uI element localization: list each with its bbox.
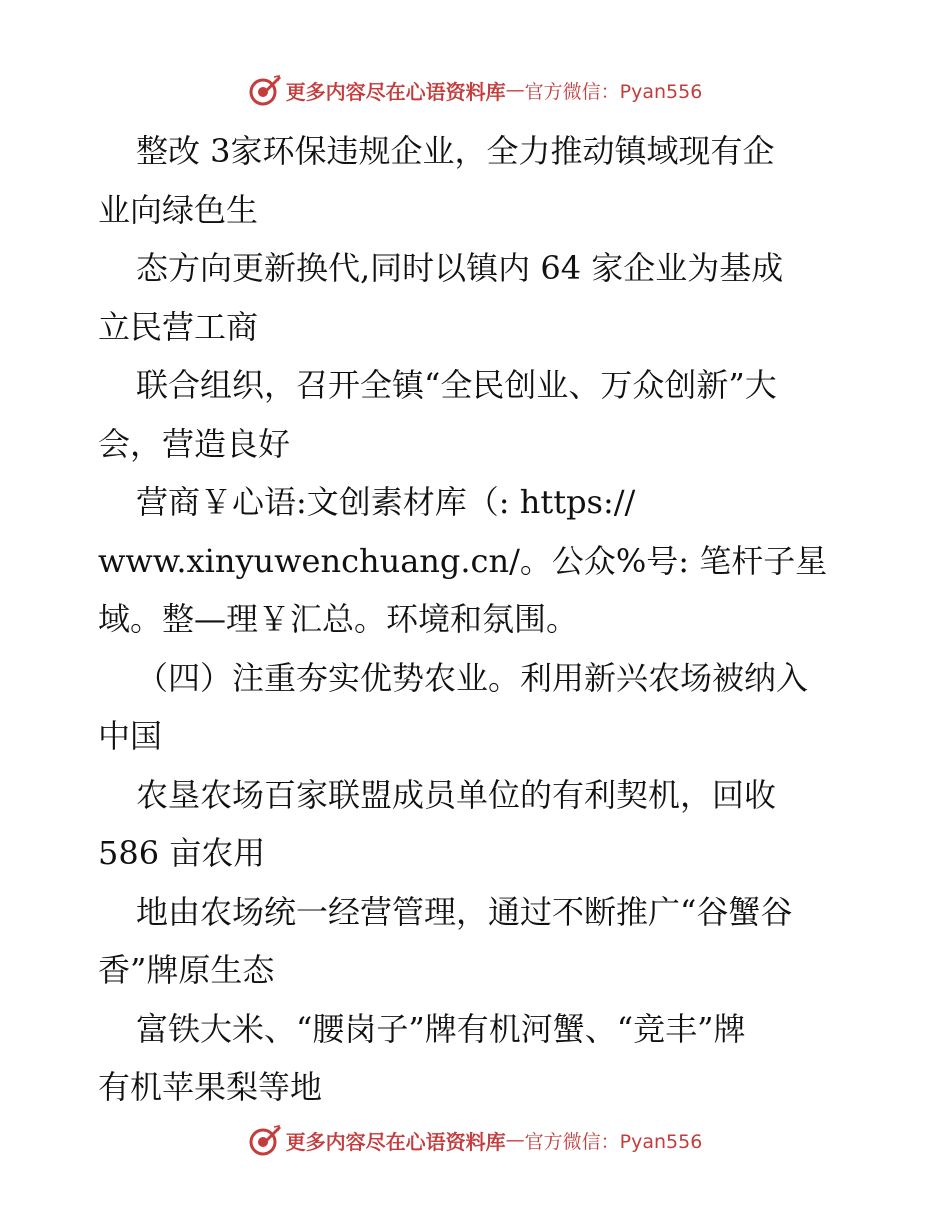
body-line: 地由农场统一经营管理，通过不断推广“谷蟹谷 — [136, 892, 793, 931]
body-line: 态方向更新换代,同时以镇内 64 家企业为基成 — [136, 249, 784, 287]
banner-text: 更多内容尽在心语资料库 — [285, 79, 506, 104]
body-line: 域。整—理￥汇总。环境和氛围。 — [98, 600, 579, 638]
banner-text: 更多内容尽在心语资料库 — [285, 1129, 506, 1154]
body-line: 586 亩农用 — [98, 834, 266, 872]
banner-contact: 官方微信：Pyan556 — [524, 1130, 703, 1153]
quill-seal-icon — [248, 73, 282, 107]
body-line: 中国 — [98, 717, 163, 755]
body-line: 整改 3家环保违规企业，全力推动镇域现有企 — [136, 132, 775, 170]
body-line: 富铁大米、“腰岗子”牌有机河蟹、“竞丰”牌 — [136, 1009, 746, 1048]
body-line: 有机苹果梨等地 — [98, 1068, 323, 1106]
footer-banner — [0, 1120, 950, 1160]
body-line: 业向绿色生 — [98, 190, 259, 229]
body-line: 联合组织，召开全镇“全民创业、万众创新”大 — [136, 366, 777, 404]
body-line: （四）注重夯实优势农业。利用新兴农场被纳入 — [136, 658, 809, 697]
body-line: www.xinyuwenchuang.cn/。公众%号: 笔杆子星 — [98, 541, 828, 580]
body-line: 会，营造良好 — [98, 424, 291, 463]
banner-contact: 官方微信：Pyan556 — [524, 80, 703, 103]
quill-seal-icon — [248, 1123, 282, 1157]
body-line: 农垦农场百家联盟成员单位的有利契机，回收 — [136, 775, 777, 814]
document-body — [98, 122, 868, 1117]
banner-dash: — — [505, 1129, 525, 1151]
banner-dash: — — [505, 79, 525, 101]
body-line: 立民营工商 — [98, 307, 259, 346]
body-line: 香”牌原生态 — [98, 951, 275, 989]
body-line: 营商￥心语:文创素材库（: https:// — [136, 483, 636, 521]
header-banner — [0, 70, 950, 110]
